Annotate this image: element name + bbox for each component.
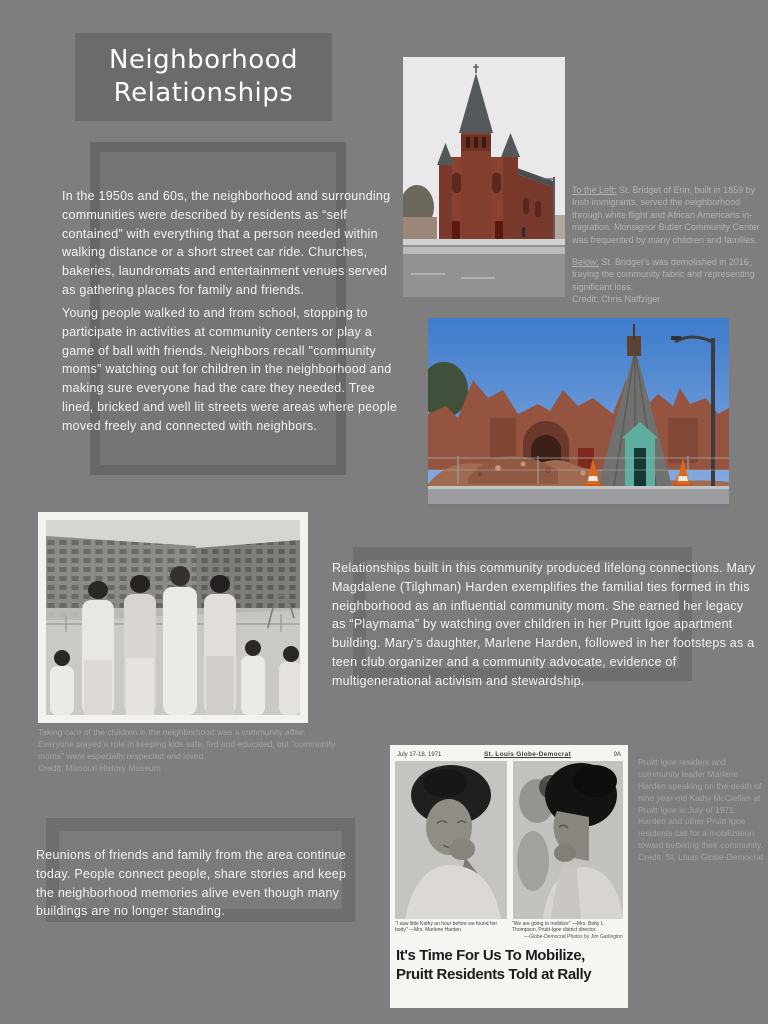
caption-text-community-moms: Taking care of the children in the neighborhood was a community affair. Everyone played a role in keeping kids safe, fed and educated, but “community moms” were especially respected and loved. [38,727,336,761]
paragraph-relationships: Relationships built in this community produced lifelong connections. Mary Magdalene (Tilghman) Harden exemplifies the familial ties formed in this neighborhood as an influential community mom. She earned her legacy as “Playmama” by watching over children in her Pruitt Igoe apartment building. Mary’s daughter, Marlene Harden, followed in her footsteps as a teen club organizer and a community advocate, evidence of multigenerational activism and stewardship. [332,561,756,688]
newspaper-photo-captions [395,921,623,940]
demolition-illustration [428,318,729,508]
headline-line-2: Pruitt Residents Told at Rally [396,965,592,983]
st-bridget-church-photo [403,57,565,297]
woman-figure [163,566,197,715]
newspaper-page-number: 9A [613,752,621,758]
title-box [75,33,332,121]
news-photo-betty-thompson [513,761,623,919]
paragraph-young-people: Young people walked to and from school, stopping to participate in activities at community centers or play a game of ball with friends. Neighbors recall "community moms" watching out for children in the neighborhood and making sure everyone had the care they needed. Tree lined, bricked and well lit streets were areas where people moved freely and connected with neighbors. [62,306,398,433]
headline-line-1: It's Time For Us To Mobilize, [396,946,585,964]
st-bridget-demolition-photo [428,318,729,508]
caption-text-church: St. Bridget of Erin, built in 1859 by Irish immigrants, served the neighborhood through white flight and African Americans in-migration. Monsignor Butler Community Center was frequented by many children and families. [572,185,760,245]
newspaper-headline [395,945,623,985]
photo-credit-globe-democrat: Credit: St. Louis Globe-Democrat [638,852,764,863]
newspaper-date: July 17-18, 1971 [397,752,442,758]
newspaper-masthead: St. Louis Globe-Democrat [484,751,572,758]
news-caption-left: "I saw little Kathy an hour before we found her body" —Mrs. Marlene Harden. [395,921,498,934]
news-photo-marlene-harden [395,761,507,919]
newspaper-photos [395,761,623,919]
photo-credit-missouri-history-museum: Credit: Missouri History Museum [38,762,161,773]
news-caption-right: "We are going to mobilize" —Mrs. Betty L. Thompson, Pruitt-Igoe district director. [512,921,605,934]
paragraph-reunions: Reunions of friends and family from the area continue today. People connect people, share stories and keep the neighborhood memories alive even though many buildings are no longer standing. [36,848,347,919]
paragraph-self-contained: In the 1950s and 60s, the neighborhood and surrounding communities were described by residents as “self contained” with everything that a person needed within walking distance or a short street car ride. Churches, bakeries, laundromats and entertainment venues served as gathering places for family and friends. [62,189,391,297]
caption-label-to-the-left: To the Left: [572,185,617,195]
group-photo-caption [38,727,338,775]
group-photo-illustration [46,520,300,715]
photo-credit-chris-naffziger: Credit: Chris Naffziger [572,294,661,305]
newspaper-header [395,749,623,761]
caption-below [572,256,768,306]
caption-text-pruitt-igoe: Pruitt Igoe resident and community leader Marlene Harden speaking on the death of nine year-old Kathy McClellan at Pruitt Igoe in July of 1971. Harden and other Pruitt Igoe residents call for a mobilization toward bettering their community. [638,757,764,851]
woman-figure [124,575,156,715]
street-lamp [711,338,715,486]
caption-text-demolition: St. Bridget's was demolished in 2016, fraying the community fabric and representing significant loss. [572,257,755,292]
news-caption-right-wrap [512,921,623,940]
page-title: Neighborhood Relationships [108,44,299,108]
pedestrian [522,227,525,237]
newspaper-side-caption [638,757,766,864]
news-photo-credit: —Globe-Democrat Photos by Jim Garlington [524,933,623,940]
caption-to-the-left [572,184,768,246]
woman-figure [204,575,236,715]
newspaper-clipping [390,745,628,1008]
community-moms-photo [38,512,308,723]
woman-figure [82,581,114,715]
church-caption [572,184,768,306]
caption-label-below: Below: [572,257,600,268]
church-illustration [403,57,565,297]
